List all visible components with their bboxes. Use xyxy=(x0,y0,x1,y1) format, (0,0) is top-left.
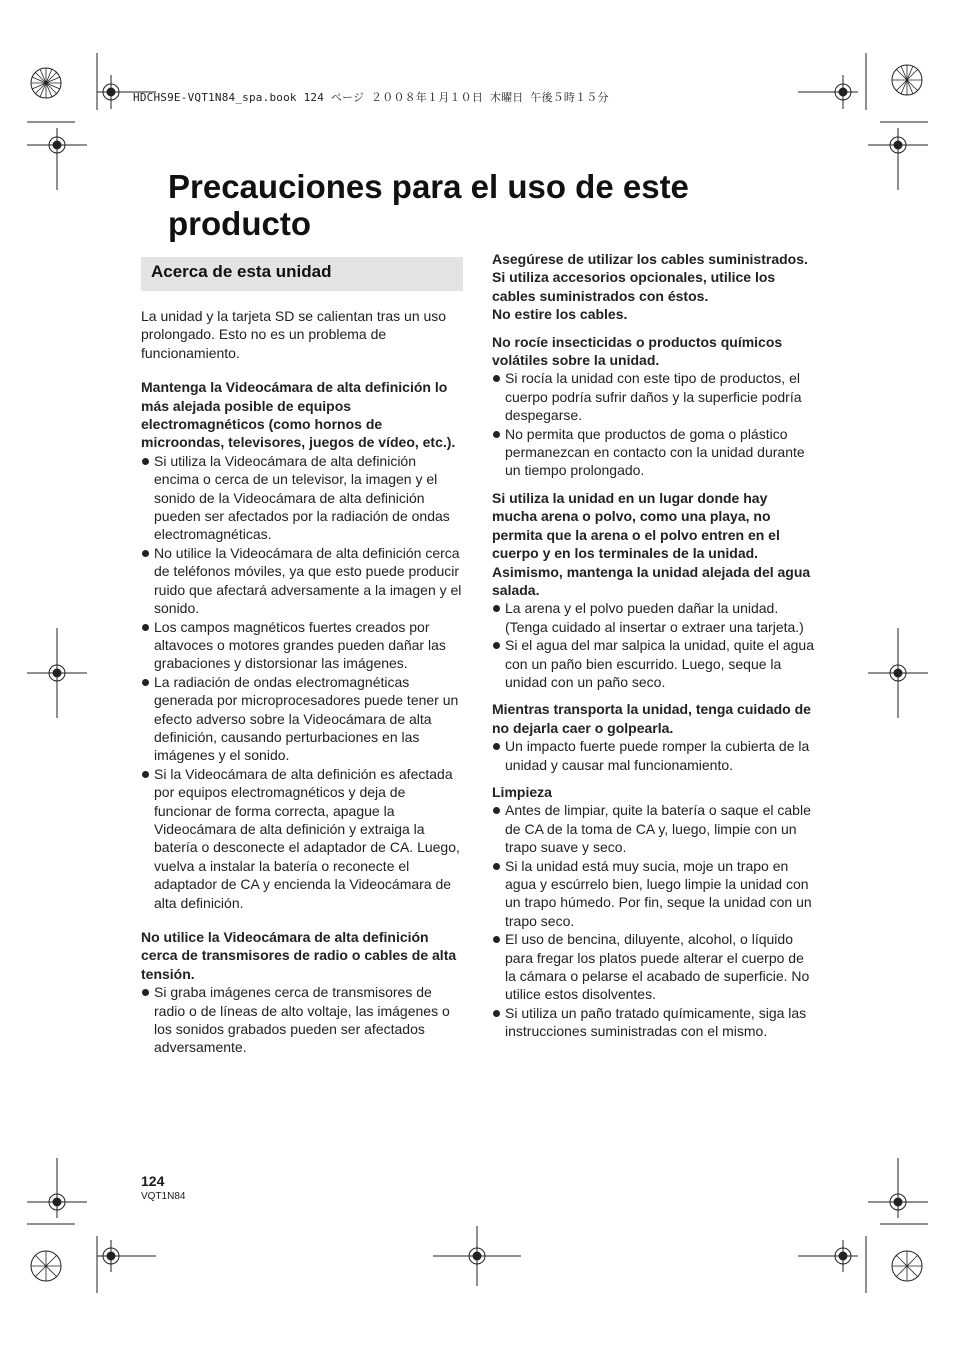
subheading: Asegúrese de utilizar los cables suministrados. Si utiliza accesorios opcionales, utilice los cables suministrados con éstos. xyxy=(492,251,808,304)
print-header-line: HDCHS9E-VQT1N84_spa.book 124 ページ ２００８年１月１０日 木曜日 午後５時１５分 xyxy=(133,91,609,104)
list-item: Si utiliza la Videocámara de alta definición encima o cerca de un televisor, la imagen y el sonido de la Videocámara de alta definición pueden ser afectados por la radiación de ondas electromagnéticas. xyxy=(141,452,463,544)
subheading: No rocíe insecticidas o productos químicos volátiles sobre la unidad. xyxy=(492,333,783,369)
list-item: No utilice la Videocámara de alta definición cerca de teléfonos móviles, ya que esto puede producir ruido que afectará adversamente a la imagen y el sonido. xyxy=(141,544,463,618)
subheading: Si utiliza la unidad en un lugar donde hay mucha arena o polvo, como una playa, no permita que la arena o el polvo entren en el cuerpo y en los terminales de la unidad. Asimismo, mantenga la unidad alejada del agua salada. xyxy=(492,489,811,598)
bullet-list xyxy=(492,737,814,774)
page-title: Precauciones para el uso de este producto xyxy=(168,168,689,242)
list-item: Si utiliza un paño tratado químicamente, siga las instrucciones suministradas con el mismo. xyxy=(492,1004,814,1041)
list-item: Si rocía la unidad con este tipo de productos, el cuerpo podría sufrir daños y la superficie podría despegarse. xyxy=(492,369,814,424)
bullet-list xyxy=(492,369,814,479)
list-item: Si graba imágenes cerca de transmisores de radio o de líneas de alto voltaje, las imágenes o los sonidos grabados pueden ser afectados adversamente. xyxy=(141,983,463,1057)
subheading: No estire los cables. xyxy=(492,306,628,323)
list-item: Antes de limpiar, quite la batería o saque el cable de CA de la toma de CA y, luego, limpie con un trapo suave y seco. xyxy=(492,801,814,856)
subheading-cleaning: Limpieza xyxy=(492,783,552,800)
left-column xyxy=(141,250,463,1057)
list-item: No permita que productos de goma o plástico permanezcan en contacto con la unidad durante un tiempo prolongado. xyxy=(492,425,814,480)
list-item: Si el agua del mar salpica la unidad, quite el agua con un paño bien escurrido. Luego, seque la unidad con un paño seco. xyxy=(492,636,814,691)
list-item: Si la unidad está muy sucia, moje un trapo en agua y escúrrelo bien, luego limpie la unidad con un trapo húmedo. Por fin, seque la unidad con un trapo seco. xyxy=(492,857,814,931)
subheading: Mientras transporta la unidad, tenga cuidado de no dejarla caer o golpearla. xyxy=(492,701,811,736)
list-item: Si la Videocámara de alta definición es afectada por equipos electromagnéticos y deja de funcionar de forma correcta, apague la Videocámara de alta definición y extraiga la batería o desconecte el adaptador de CA. Luego, vuelva a instalar la batería o reconecte el adaptador de CA y encienda la Videocámara de alta definición. xyxy=(141,765,463,912)
subheading: No utilice la Videocámara de alta definición cerca de transmisores de radio o cables de alta tensión. xyxy=(141,929,457,982)
list-item: Los campos magnéticos fuertes creados por altavoces o motores grandes pueden dañar las grabaciones y distorsionar las imágenes. xyxy=(141,618,463,673)
section-heading: Acerca de esta unidad xyxy=(141,257,463,291)
list-item: La arena y el polvo pueden dañar la unidad. (Tenga cuidado al insertar o extraer una tarjeta.) xyxy=(492,599,814,636)
bullet-list xyxy=(141,452,463,912)
bullet-list xyxy=(141,983,463,1057)
list-item: La radiación de ondas electromagnéticas generada por microprocesadores puede tener un efecto adverso sobre la Videocámara de alta definición, causando perturbaciones en las imágenes y el sonido. xyxy=(141,673,463,765)
document-code: VQT1N84 xyxy=(141,1191,186,1202)
list-item: Un impacto fuerte puede romper la cubierta de la unidad y causar mal funcionamiento. xyxy=(492,737,814,774)
bullet-list xyxy=(492,801,814,1040)
subheading: Mantenga la Videocámara de alta definición lo más alejada posible de equipos electromagnéticos (como hornos de microondas, televisores, juegos de vídeo, etc.). xyxy=(141,379,456,451)
intro-paragraph: La unidad y la tarjeta SD se calientan tras un uso prolongado. Esto no es un problema de funcionamiento. xyxy=(141,308,447,361)
list-item: El uso de bencina, diluyente, alcohol, o líquido para fregar los platos puede alterar el cuerpo de la cámara o pelarse el acabado de superficie. No utilice estos disolventes. xyxy=(492,930,814,1004)
right-column xyxy=(492,250,814,1041)
page-number: 124 xyxy=(141,1173,165,1189)
bullet-list xyxy=(492,599,814,691)
